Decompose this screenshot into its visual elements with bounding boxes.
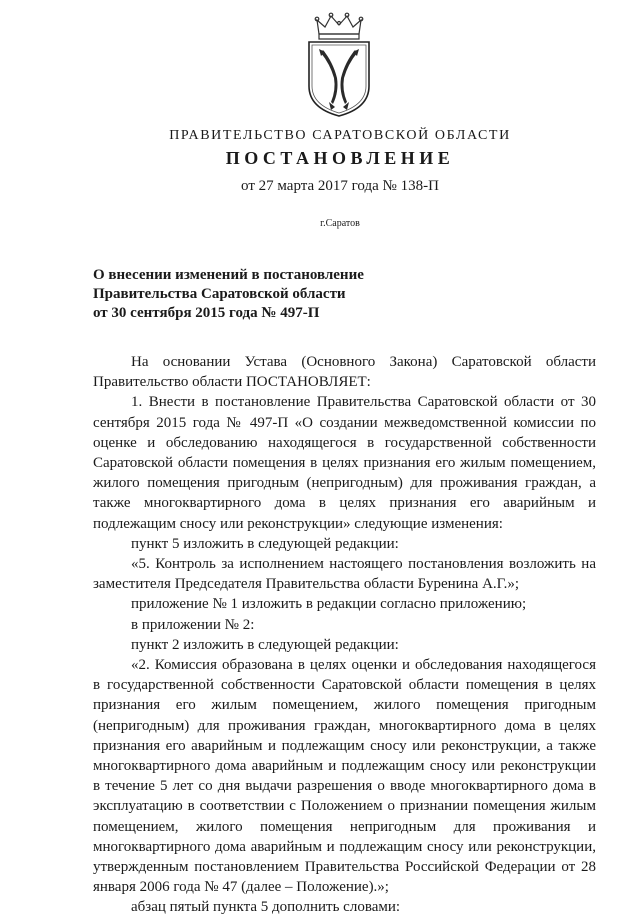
saratov-coat-of-arms-icon: [303, 12, 375, 118]
document-city: г.Саратов: [320, 218, 360, 229]
body-paragraph: пункт 2 изложить в следующей редакции:: [131, 636, 399, 653]
body-paragraph: «2. Комиссия образована в целях оценки и обследования находящегося в государственной собственности Саратовской области помещения в целях признания его жилым помещением, жилого помещения пригодным (непригодным) для проживания граждан, многоквартирного дома в целях признания его аварийным и подлежащим сносу или реконструкции, а также многоквартирного дома аварийным и подлежащим сносу или реконструкции в течение 5 лет со дня выдачи разрешения о вводе многоквартирного дома в эксплуатацию в соответствии с Положением о признании помещения жилым помещением, жилого помещения непригодным для проживания и многоквартирного дома аварийным и подлежащим сносу или реконструкции, утвержденным постановлением Правительства Российской Федерации от 28 января 2006 года № 47 (далее – Положение).»;: [93, 657, 596, 896]
subject-line: Правительства Саратовской области: [93, 286, 346, 302]
document-subject: [93, 266, 473, 323]
body-paragraph: На основании Устава (Основного Закона) Саратовской области Правительство области ПОСТАНОВЛЯЕТ:: [93, 354, 596, 391]
body-paragraph: 1. Внести в постановление Правительства Саратовской области от 30 сентября 2015 года № 497-П «О создании межведомственной комиссии по оценке и обследованию находящегося в государственной собственности Саратовской области помещения в целях признания его жилым помещением, жилого помещения пригодным (непригодным) для проживания граждан, а также многоквартирного дома в целях признания его аварийным и подлежащим сносу или реконструкции» следующие изменения:: [93, 394, 596, 532]
document-body: [93, 352, 596, 918]
body-paragraph: в приложении № 2:: [131, 616, 255, 633]
body-paragraph: приложение № 1 изложить в редакции согласно приложению;: [131, 596, 527, 613]
body-paragraph: абзац пятый пункта 5 дополнить словами:: [131, 899, 401, 916]
document-type-title: ПОСТАНОВЛЕНИЕ: [225, 148, 455, 168]
body-paragraph: пункт 5 изложить в следующей редакции:: [131, 535, 399, 552]
organization-name: ПРАВИТЕЛЬСТВО САРАТОВСКОЙ ОБЛАСТИ: [169, 128, 511, 143]
subject-line: О внесении изменений в постановление: [93, 267, 364, 283]
document-date-number: от 27 марта 2017 года № 138-П: [241, 178, 439, 194]
subject-line: от 30 сентября 2015 года № 497-П: [93, 305, 320, 321]
body-paragraph: «5. Контроль за исполнением настоящего постановления возложить на заместителя Председателя Правительства области Буренина А.Г.»;: [93, 556, 596, 593]
